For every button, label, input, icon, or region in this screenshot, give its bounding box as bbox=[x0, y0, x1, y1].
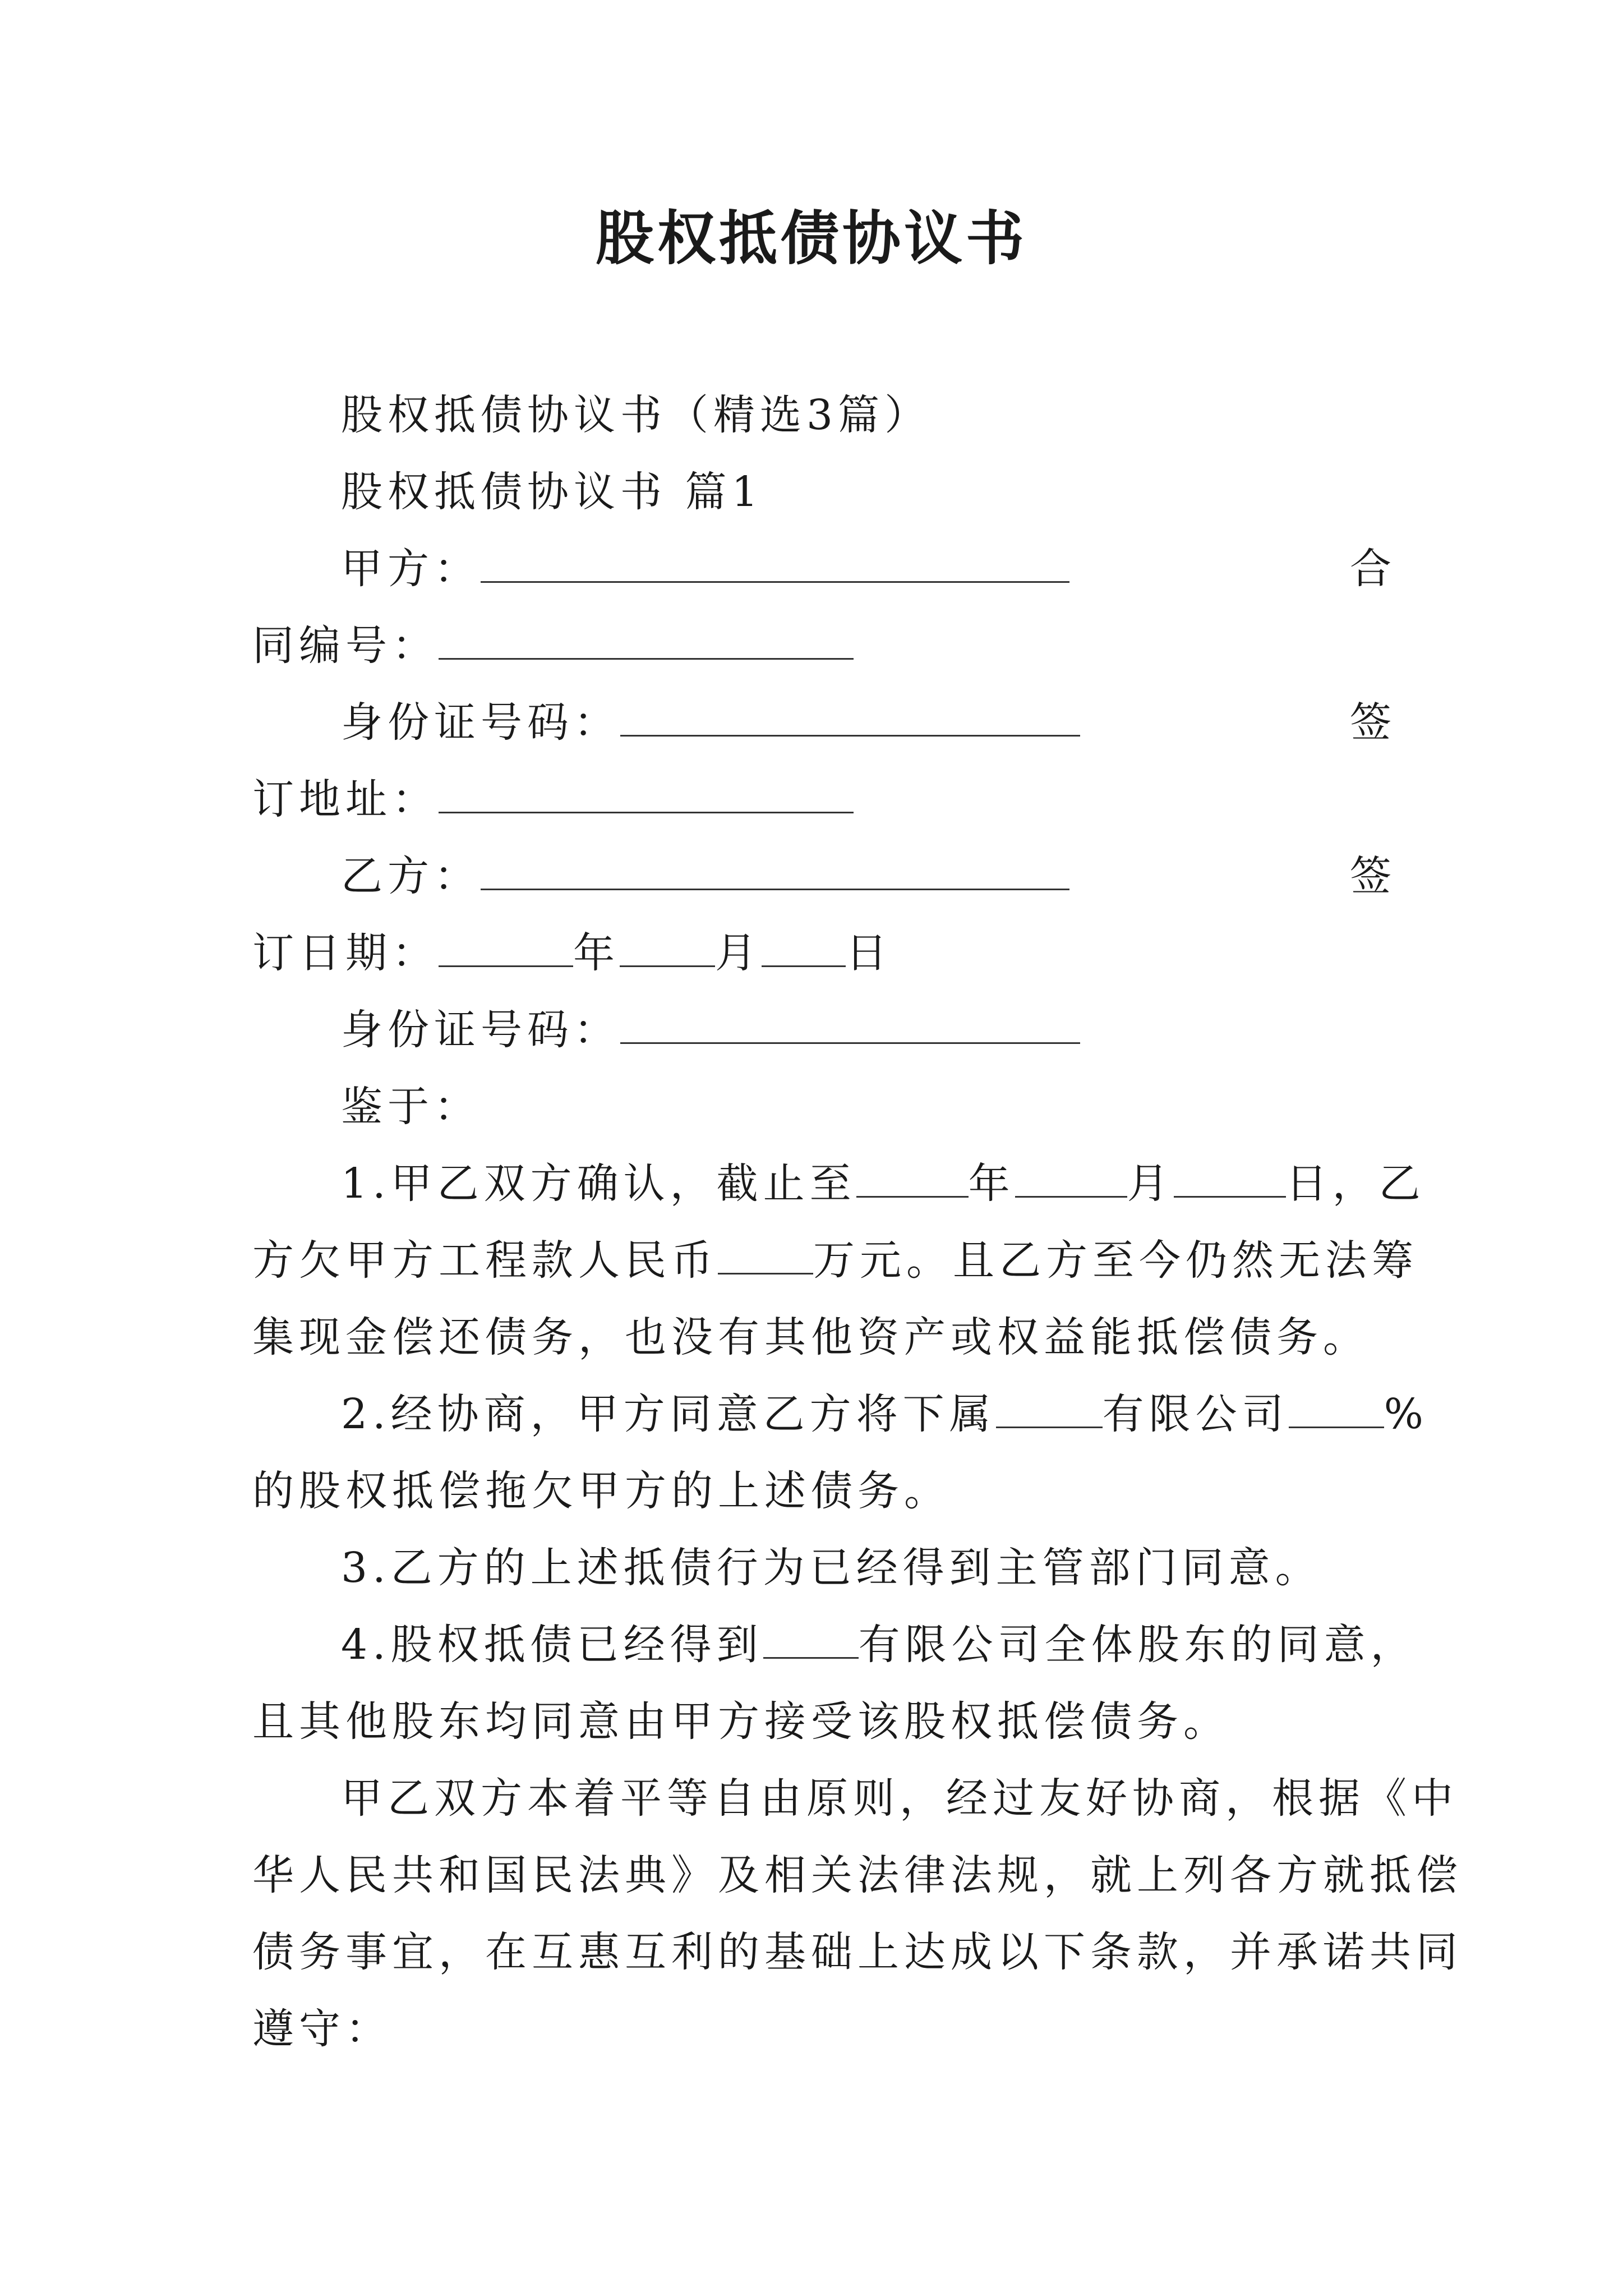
whereas-heading: 鉴于： bbox=[341, 1083, 481, 1131]
party-b-blank[interactable] bbox=[481, 848, 1069, 890]
clause-1-line-1 bbox=[252, 1145, 1426, 1222]
clause-1-amount-blank[interactable] bbox=[718, 1232, 813, 1274]
id-a-line bbox=[252, 684, 1396, 761]
clause-1-text-b: 方欠甲方工程款人民币 bbox=[252, 1236, 718, 1285]
clause-4-text-b: 有限公司全体股东的同意， bbox=[858, 1621, 1417, 1669]
closing-line-1: 甲乙双方本着平等自由原则，经过友好协商，根据《中 bbox=[341, 1774, 1458, 1823]
closing-line-2: 华人民共和国民法典》及相关法律法规，就上列各方就抵偿 bbox=[252, 1851, 1463, 1899]
contract-no-blank[interactable] bbox=[439, 618, 854, 660]
id-b-blank[interactable] bbox=[620, 1002, 1080, 1044]
clause-4-line-1 bbox=[252, 1607, 1417, 1683]
id-a-blank[interactable] bbox=[620, 694, 1080, 737]
clause-1-month-blank[interactable] bbox=[1015, 1156, 1127, 1198]
section-heading: 股权抵债协议书 篇1 bbox=[341, 468, 763, 516]
sign-place-line bbox=[252, 761, 1396, 838]
contract-no-label: 同编号： bbox=[252, 622, 439, 670]
sign-date-month: 月 bbox=[715, 929, 762, 977]
id-b-line bbox=[252, 992, 1396, 1069]
clause-1-text-c: 万元。且乙方至今仍然无法筹 bbox=[813, 1236, 1418, 1285]
sign-date-label: 订日期： bbox=[252, 929, 439, 977]
clause-1-line-3: 集现金偿还债务，也没有其他资产或权益能抵偿债务。 bbox=[252, 1313, 1370, 1361]
clause-1-month: 月 bbox=[1127, 1159, 1174, 1208]
sign-date-day: 日 bbox=[846, 929, 892, 977]
sign-date-tail: 签 bbox=[1350, 852, 1396, 900]
contract-no-tail: 合 bbox=[1350, 545, 1396, 593]
sign-date-year: 年 bbox=[573, 929, 620, 977]
party-a-line bbox=[252, 531, 1396, 608]
party-b-label: 乙方： bbox=[341, 852, 481, 900]
closing-line-4: 遵守： bbox=[252, 2005, 392, 2053]
clause-2-text-b: 有限公司 bbox=[1102, 1390, 1289, 1438]
party-a-blank[interactable] bbox=[481, 541, 1069, 583]
clause-2-percent-blank[interactable] bbox=[1289, 1386, 1384, 1428]
clause-2-line-1 bbox=[252, 1376, 1428, 1453]
clause-1-day-blank[interactable] bbox=[1174, 1156, 1286, 1198]
clause-3: 3.乙方的上述抵债行为已经得到主管部门同意。 bbox=[341, 1544, 1322, 1592]
party-b-line bbox=[252, 838, 1396, 915]
sign-place-label: 订地址： bbox=[252, 775, 439, 823]
closing-line-3: 债务事宜，在互惠互利的基础上达成以下条款，并承诺共同 bbox=[252, 1928, 1463, 1976]
clause-4-line-2: 且其他股东均同意由甲方接受该股权抵偿债务。 bbox=[252, 1697, 1230, 1746]
id-a-label: 身份证号码： bbox=[341, 698, 620, 747]
clause-2-text-a: 2.经协商，甲方同意乙方将下属 bbox=[341, 1390, 996, 1438]
clause-1-text-a: 1.甲乙双方确认，截止至 bbox=[341, 1159, 856, 1208]
clause-1-year: 年 bbox=[968, 1159, 1015, 1208]
clause-4-text-a: 4.股权抵债已经得到 bbox=[341, 1621, 763, 1669]
clause-1-day: 日，乙 bbox=[1285, 1159, 1426, 1208]
sign-date-day-blank[interactable] bbox=[762, 925, 846, 967]
clause-2-company-blank[interactable] bbox=[996, 1386, 1103, 1428]
document-title: 股权抵债协议书 bbox=[595, 204, 1027, 273]
sign-place-tail: 签 bbox=[1350, 698, 1396, 747]
clause-1-line-2 bbox=[252, 1222, 1418, 1299]
party-a-label: 甲方： bbox=[341, 545, 481, 593]
contract-no-line bbox=[252, 608, 1396, 684]
id-b-label: 身份证号码： bbox=[341, 1006, 620, 1054]
clause-4-company-blank[interactable] bbox=[763, 1617, 859, 1659]
sign-place-blank[interactable] bbox=[439, 771, 854, 813]
sign-date-year-blank[interactable] bbox=[439, 925, 573, 967]
clause-2-percent: % bbox=[1384, 1390, 1428, 1438]
clause-1-year-blank[interactable] bbox=[856, 1156, 969, 1198]
clause-2-line-2: 的股权抵偿拖欠甲方的上述债务。 bbox=[252, 1467, 951, 1515]
sign-date-line bbox=[252, 915, 1396, 992]
subtitle: 股权抵债协议书（精选3篇） bbox=[341, 391, 932, 439]
document-body bbox=[252, 377, 1463, 2068]
sign-date-month-blank[interactable] bbox=[620, 925, 715, 967]
